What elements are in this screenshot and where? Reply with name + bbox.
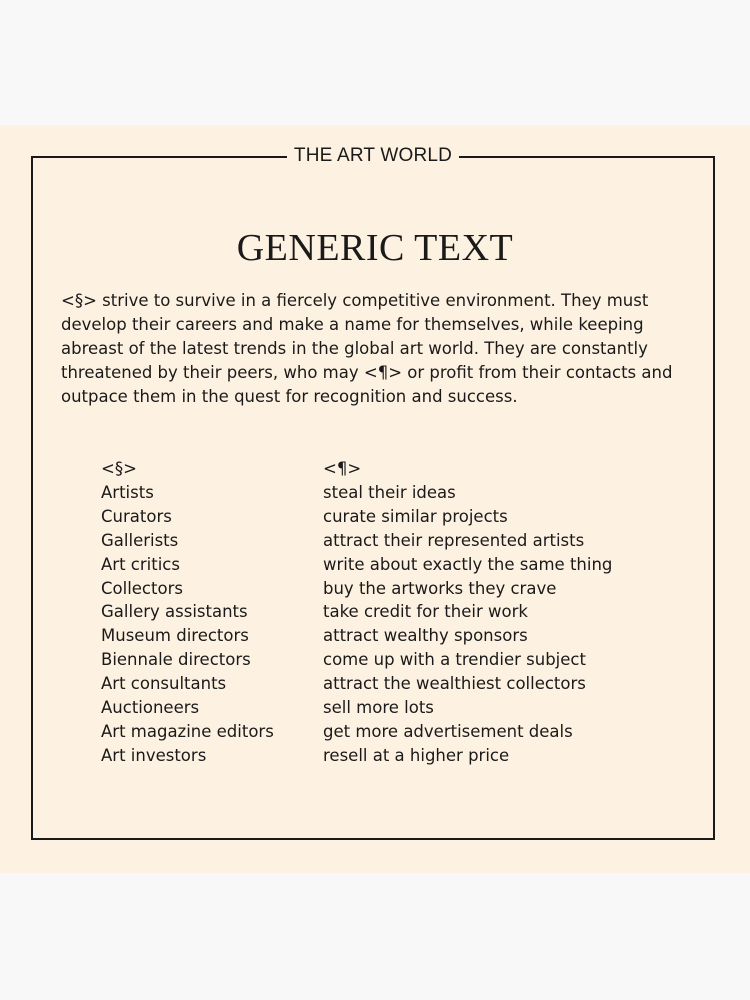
table-cell-subject: Art consultants <box>101 674 227 694</box>
table-row <box>101 481 612 505</box>
table-cell-subject: Art critics <box>101 554 180 574</box>
table-cell-subject: Biennale directors <box>101 650 251 670</box>
table-row <box>101 720 612 744</box>
intro-paragraph: <§> strive to survive in a fiercely competitive environment. They must develop their careers and make a name for themselves, while keeping abreast of the latest trends in the global art world. They are constantly threatened by their peers, who may <¶> or profit from their contacts and outpace them in the quest for recognition and success. <box>61 291 673 406</box>
table-row <box>101 624 612 648</box>
table-cell-subject: Artists <box>101 482 154 502</box>
poster <box>0 125 750 873</box>
table-cell-subject: Curators <box>101 506 172 526</box>
table-cell-action: write about exactly the same thing <box>323 554 613 574</box>
table-row <box>101 505 612 529</box>
table-header-row <box>101 457 612 481</box>
pairing-table <box>101 457 612 768</box>
table-cell-action: steal their ideas <box>323 482 456 502</box>
table-cell-subject: Gallerists <box>101 530 179 550</box>
table-cell-action: resell at a higher price <box>323 745 510 765</box>
table-cell-subject: Auctioneers <box>101 698 200 718</box>
table-row <box>101 553 612 577</box>
table-header-action: <¶> <box>323 459 362 478</box>
frame-title-wrap <box>33 145 713 167</box>
table-cell-action: buy the artworks they crave <box>323 578 557 598</box>
table-cell-action: attract wealthy sponsors <box>323 626 528 646</box>
table-cell-action: take credit for their work <box>323 602 528 622</box>
table-cell-action: attract their represented artists <box>323 530 585 550</box>
table-cell-subject: Gallery assistants <box>101 602 248 622</box>
table-header-subject: <§> <box>101 459 137 478</box>
table-row <box>101 600 612 624</box>
table-cell-action: sell more lots <box>323 698 434 718</box>
table-cell-subject: Art magazine editors <box>101 721 274 741</box>
table-cell-subject: Collectors <box>101 578 183 598</box>
table-row <box>101 744 612 768</box>
table-row <box>101 577 612 601</box>
table-cell-subject: Art investors <box>101 745 207 765</box>
table-row <box>101 672 612 696</box>
table-cell-subject: Museum directors <box>101 626 249 646</box>
table-row <box>101 648 612 672</box>
heading: GENERIC TEXT <box>236 227 514 269</box>
table-cell-action: get more advertisement deals <box>323 721 573 741</box>
table-cell-action: curate similar projects <box>323 506 508 526</box>
table-cell-action: attract the wealthiest collectors <box>323 674 586 694</box>
table-cell-action: come up with a trendier subject <box>323 650 586 670</box>
table-row <box>101 696 612 720</box>
frame-title: THE ART WORLD <box>287 145 459 167</box>
table-row <box>101 529 612 553</box>
